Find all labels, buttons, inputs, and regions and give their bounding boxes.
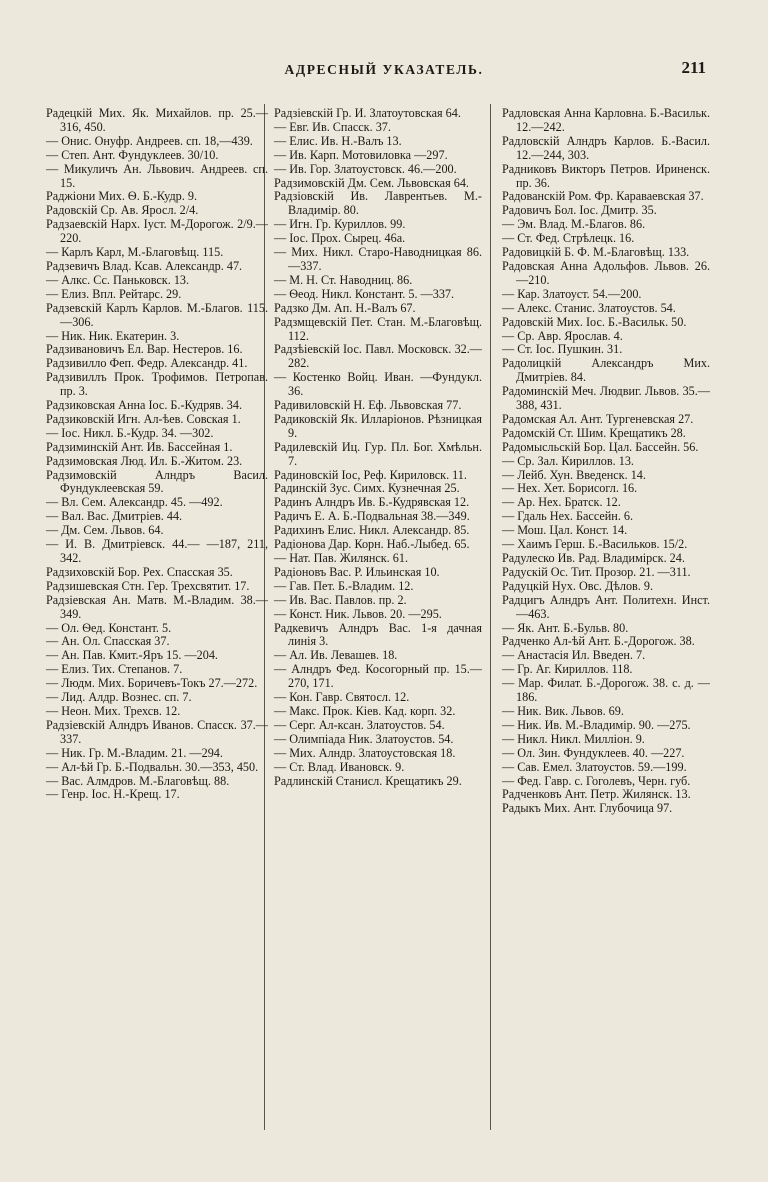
directory-entry: — Ѳеод. Никл. Констант. 5. —337. xyxy=(274,286,455,301)
directory-entry: — Ср. Зал. Кириллов. 13. xyxy=(502,453,634,468)
directory-entry: Радецкій Мих. Як. Михайлов. пр. 25.—316, 450. xyxy=(46,106,268,134)
directory-entry: — Елиз. Тих. Степанов. 7. xyxy=(46,662,183,677)
directory-entry: Радиковскій Як. Илларіонов. Рѣзницкая 9. xyxy=(274,411,482,440)
directory-entry: — Лид. Алдр. Вознес. сп. 7. xyxy=(46,690,192,705)
directory-entry: Радловскій Алндръ Карлов. Б.-Васил. 12.—244, 303. xyxy=(502,133,710,162)
directory-entry: Радовскій Мих. Іос. Б.-Васильк. 50. xyxy=(502,314,687,329)
directory-entry: Радускій Ос. Тит. Прозор. 21. —311. xyxy=(502,564,691,579)
directory-entry: — Алндръ Фед. Косогорный пр. 15.—270, 171. xyxy=(274,662,482,691)
directory-entry: Радзиковская Анна Іос. Б.-Кудряв. 34. xyxy=(46,398,243,413)
directory-entry: Радзіевскій Гр. И. Златоутовская 64. xyxy=(274,106,461,120)
directory-entry: — Кар. Златоуст. 54.—200. xyxy=(502,286,642,301)
directory-entry: — Нех. Хет. Борисогл. 16. xyxy=(502,481,638,496)
directory-entry: — Нат. Пав. Жилянск. 61. xyxy=(274,551,409,565)
directory-entry: Радомысльскій Бор. Цал. Бассейн. 56. xyxy=(502,439,699,454)
directory-entry: — Ст. Фед. Стрѣлецк. 16. xyxy=(502,231,635,246)
directory-entry: — Елис. Ив. Н.-Валъ 13. xyxy=(274,133,402,148)
directory-entry: — Никл. Никл. Милліон. 9. xyxy=(502,731,645,746)
directory-entry: — Степ. Ант. Фундуклеев. 30/10. xyxy=(46,147,219,162)
directory-entry: — Хаимъ Герш. Б.-Васильков. 15/2. xyxy=(502,537,688,552)
directory-entry: Радзимовскій Дм. Сем. Львовская 64. xyxy=(274,175,469,190)
directory-entry: — Гр. Аг. Кириллов. 118. xyxy=(502,662,633,677)
directory-entry: Радіоновъ Вас. Р. Ильинская 10. xyxy=(274,564,440,579)
directory-entry: Радулеско Ив. Рад. Владимірск. 24. xyxy=(502,551,685,565)
directory-entry: Радичъ Е. А. Б.-Подвальная 38.—349. xyxy=(274,509,470,524)
directory-entry: Радзіовскій Ив. Лаврентьев. М.-Владимір. 80. xyxy=(274,189,482,218)
directory-entry: Радомскій Ст. Шим. Крещатикъ 28. xyxy=(502,425,686,440)
directory-entry: — Гав. Пет. Б.-Владим. 12. xyxy=(274,578,414,593)
directory-entry: Радивиловскій Н. Еф. Львовская 77. xyxy=(274,398,462,413)
directory-entry: Радзѣіевскій Іос. Павл. Московск. 32.—282. xyxy=(274,342,482,371)
directory-entry: — Карлъ Карл, М.-Благовѣщ. 115. xyxy=(46,245,224,260)
directory-entry: — И. В. Дмитріевск. 44.— —187, 211, 342. xyxy=(46,537,268,565)
directory-entry: Радниковъ Викторъ Петров. Ириненск. пр. 36. xyxy=(502,161,710,190)
directory-entry: Радченко Ал-ѣй Ант. Б.-Дорогож. 38. xyxy=(502,634,695,649)
directory-entry: Радинскій Зус. Симх. Кузнечная 25. xyxy=(274,481,460,496)
directory-entry: Радзивиллъ Прок. Трофимов. Петропав. пр. 3. xyxy=(46,370,268,399)
directory-entry: — Іос. Прох. Сырец. 46а. xyxy=(274,231,406,246)
directory-entry: — Ан. Ол. Спасская 37. xyxy=(46,634,170,649)
directory-entry: — Ср. Авр. Ярослав. 4. xyxy=(502,328,623,343)
directory-entry: Радованскій Ром. Фр. Караваевская 37. xyxy=(502,189,704,204)
directory-entry: — Ан. Пав. Кмит.-Яръ 15. —204. xyxy=(46,648,218,663)
directory-entry: — Генр. Іос. Н.-Крещ. 17. xyxy=(46,787,180,802)
directory-entry: Радихинъ Елис. Никл. Александр. 85. xyxy=(274,523,470,538)
directory-entry: Радзиковскій Игн. Ал-ѣев. Совская 1. xyxy=(46,411,241,426)
directory-entry: Раджіони Мих. Ѳ. Б.-Кудр. 9. xyxy=(46,189,197,204)
directory-entry: Радовскій Ср. Ав. Яросл. 2/4. xyxy=(46,203,199,218)
directory-entry: Радинъ Алндръ Ив. Б.-Кудрявская 12. xyxy=(274,495,470,510)
directory-entry: — Игн. Гр. Куриллов. 99. xyxy=(274,217,406,232)
directory-entry: Радкевичъ Алндръ Вас. 1-я дачная линія 3. xyxy=(274,620,482,649)
directory-entry: — Вл. Сем. Александр. 45. —492. xyxy=(46,495,223,510)
directory-column-2 xyxy=(274,107,482,788)
directory-entry: Радзиховскій Бор. Рех. Спасская 35. xyxy=(46,564,233,579)
directory-entry: Радцигъ Алндръ Ант. Политехн. Инст.—463. xyxy=(502,592,710,621)
directory-entry: — Мих. Алндр. Златоустовская 18. xyxy=(274,745,456,760)
page-header xyxy=(0,58,768,86)
directory-entry: Радзко Дм. Ап. Н.-Валъ 67. xyxy=(274,300,416,315)
directory-entry: — Ст. Іос. Пушкин. 31. xyxy=(502,342,623,357)
directory-entry: — Гдаль Нех. Бассейн. 6. xyxy=(502,509,634,524)
directory-entry: Радовичъ Бол. Іос. Дмитр. 35. xyxy=(502,203,657,218)
directory-entry: — Микуличъ Ан. Львович. Андреев. сп. 15. xyxy=(46,161,268,190)
directory-entry: — Ив. Вас. Павлов. пр. 2. xyxy=(274,592,407,607)
directory-entry: Радовицкій Б. Ф. М.-Благовѣщ. 133. xyxy=(502,245,690,260)
directory-entry: Радзишевская Стн. Гер. Трехсвятит. 17. xyxy=(46,578,250,593)
directory-entry: — Вас. Алмдров. М.-Благовѣщ. 88. xyxy=(46,773,230,788)
directory-entry: Радзіевская Ан. Матв. М.-Владим. 38.—349. xyxy=(46,592,268,621)
directory-entry: — Людм. Мих. Боричевъ-Токъ 27.—272. xyxy=(46,676,258,691)
directory-entry: — Эм. Влад. М.-Благов. 86. xyxy=(502,217,646,232)
directory-entry: — Ст. Влад. Ивановск. 9. xyxy=(274,759,405,774)
directory-entry: — Ник. Гр. М.-Владим. 21. —294. xyxy=(46,745,223,760)
directory-entry: — М. Н. Ст. Наводниц. 86. xyxy=(274,272,413,287)
directory-entry: — Ив. Карп. Мотовиловка —297. xyxy=(274,147,448,162)
directory-entry: Радченковъ Ант. Петр. Жилянск. 13. xyxy=(502,787,691,802)
directory-entry: Радуцкій Нух. Овс. Дѣлов. 9. xyxy=(502,578,654,593)
directory-entry: — Мих. Никл. Старо-Наводницкая 86.—337. xyxy=(274,245,482,273)
directory-entry: Радловская Анна Карловна. Б.-Васильк. 12.—242. xyxy=(502,106,710,134)
directory-entry: — Сав. Емел. Златоустов. 59.—199. xyxy=(502,759,687,774)
directory-entry: — Анастасія Ил. Введен. 7. xyxy=(502,648,646,663)
page-number: 211 xyxy=(681,58,706,77)
directory-entry: Радоминскій Меч. Людвиг. Львов. 35.—388, 431. xyxy=(502,384,710,413)
directory-entry: — Евг. Ив. Спасск. 37. xyxy=(274,119,391,134)
running-title: АДРЕСНЫЙ УКАЗАТЕЛЬ. xyxy=(284,62,484,77)
directory-entry: Радлинскій Станисл. Крещатикъ 29. xyxy=(274,773,462,788)
directory-entry: — Алкс. Сс. Паньковск. 13. xyxy=(46,272,190,287)
directory-entry: — Онис. Онуфр. Андреев. сп. 18,—439. xyxy=(46,133,253,148)
directory-entry: Радзиминскій Ант. Ив. Бассейная 1. xyxy=(46,439,233,454)
directory-entry: Радзимовская Люд. Ил. Б.-Житом. 23. xyxy=(46,453,243,468)
directory-entry: — Ив. Гор. Златоустовск. 46.—200. xyxy=(274,161,457,176)
directory-entry: — Ник. Ив. М.-Владимір. 90. —275. xyxy=(502,717,691,732)
directory-entry: Радіонова Дар. Корн. Наб.-Лыбед. 65. xyxy=(274,537,470,552)
directory-entry: Радзіевскій Алндръ Иванов. Спасск. 37.—337. xyxy=(46,717,268,746)
directory-entry: — Лейб. Хун. Введенск. 14. xyxy=(502,467,646,482)
directory-entry: — Мар. Филат. Б.-Дорогож. 38. с. д. —186. xyxy=(502,676,710,705)
directory-entry: — Олимпіада Ник. Златоустов. 54. xyxy=(274,731,454,746)
directory-entry: Радзмщевскій Пет. Стан. М.-Благовѣщ. 112. xyxy=(274,314,482,343)
directory-entry: Радыкъ Мих. Ант. Глубочица 97. xyxy=(502,801,673,816)
directory-column-3 xyxy=(502,107,710,816)
directory-entry: Радзаевскій Нарх. Іуст. М-Дорогож. 2/9.—220. xyxy=(46,217,268,246)
directory-entry: — Елиз. Впл. Рейтарс. 29. xyxy=(46,286,182,301)
directory-entry: — Костенко Войц. Иван. —Фундукл. 36. xyxy=(274,370,482,399)
directory-entry: — Ал. Ив. Левашев. 18. xyxy=(274,648,398,663)
directory-entry: — Серг. Ал-ксан. Златоустов. 54. xyxy=(274,717,445,732)
column-divider xyxy=(490,104,491,1130)
directory-entry: Радомская Ал. Ант. Тургеневская 27. xyxy=(502,411,694,426)
directory-column-1 xyxy=(46,107,268,802)
directory-entry: Радзимовскій Алндръ Васил. Фундуклеевская 59. xyxy=(46,467,268,496)
directory-entry: — Вал. Вас. Дмитріев. 44. xyxy=(46,509,183,524)
directory-entry: Радиновскій Іос, Реф. Кириловск. 11. xyxy=(274,467,467,482)
directory-entry: Радолицкій Александръ Мих. Дмитріев. 84. xyxy=(502,356,710,385)
directory-entry: — Ол. Зин. Фундуклеев. 40. —227. xyxy=(502,745,685,760)
directory-entry: — Іос. Никл. Б.-Кудр. 34. —302. xyxy=(46,425,214,440)
directory-entry: — Неон. Мих. Трехсв. 12. xyxy=(46,703,181,718)
directory-entry: — Ник. Ник. Екатерин. 3. xyxy=(46,328,180,343)
directory-entry: Радзевичъ Влад. Ксав. Александр. 47. xyxy=(46,258,243,273)
directory-entry: — Мош. Цал. Конст. 14. xyxy=(502,523,628,538)
directory-entry: — Конст. Ник. Львов. 20. —295. xyxy=(274,606,442,621)
directory-entry: — Фед. Гавр. с. Гоголевъ, Черн. губ. xyxy=(502,773,691,788)
directory-entry: — Алекс. Станис. Златоустов. 54. xyxy=(502,300,676,315)
directory-entry: Радилевскій Иц. Гур. Пл. Бог. Хмѣльн. 7. xyxy=(274,439,482,468)
directory-entry: Радзивановичъ Ел. Вар. Нестеров. 16. xyxy=(46,342,243,357)
directory-entry: — Ар. Нех. Братск. 12. xyxy=(502,495,621,510)
directory-entry: — Як. Ант. Б.-Бульв. 80. xyxy=(502,620,629,635)
directory-entry: Радзевскій Карлъ Карлов. М.-Благов. 115.—306. xyxy=(46,300,268,329)
directory-entry: — Ол. Ѳед. Констант. 5. xyxy=(46,620,172,635)
directory-entry: Радзивилло Феп. Федр. Александр. 41. xyxy=(46,356,248,371)
directory-entry: — Дм. Сем. Львов. 64. xyxy=(46,523,164,538)
directory-entry: — Ник. Вик. Львов. 69. xyxy=(502,703,624,718)
directory-entry: — Кон. Гавр. Святосл. 12. xyxy=(274,690,410,705)
directory-entry: Радовская Анна Адольфов. Львов. 26.—210. xyxy=(502,258,710,287)
directory-entry: — Макс. Прок. Кіев. Кад. корп. 32. xyxy=(274,703,456,718)
directory-entry: — Ал-ѣй Гр. Б.-Подвальн. 30.—353, 450. xyxy=(46,759,259,774)
